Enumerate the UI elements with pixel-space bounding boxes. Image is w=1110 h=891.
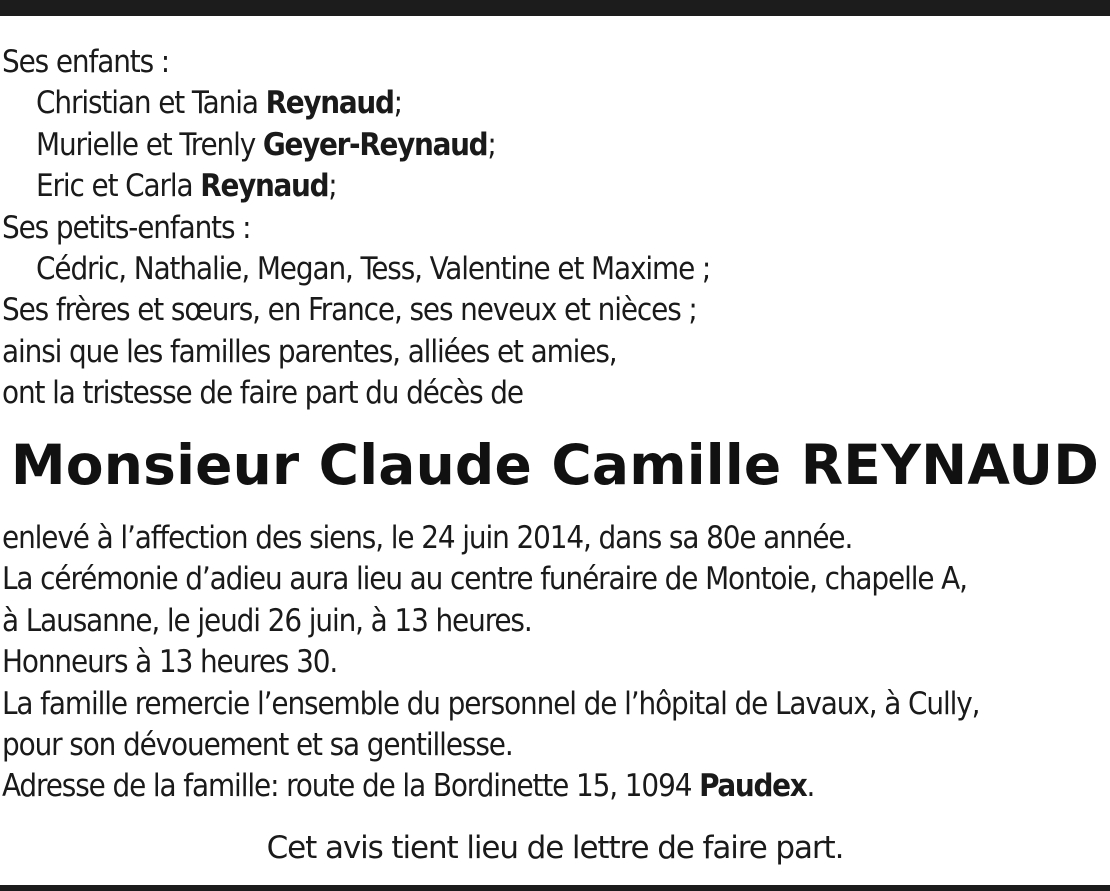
bottom-rule: [0, 885, 1110, 891]
child-family-name: Reynaud: [265, 85, 394, 122]
child-given-names: Murielle et Trenly: [36, 126, 263, 163]
closing-line: Cet avis tient lieu de lettre de faire part.: [266, 830, 844, 866]
address-town: Paudex: [699, 768, 807, 805]
child-line: [2, 125, 1108, 166]
address-line: [2, 766, 1108, 807]
thanks-line: pour son dévouement et sa gentillesse.: [2, 726, 513, 763]
child-punctuation: ;: [393, 85, 402, 122]
ceremony-line: La cérémonie d’adieu aura lieu au centre funéraire de Montoie, chapelle A,: [2, 561, 967, 598]
deceased-name: Monsieur Claude Camille REYNAUD: [10, 433, 1100, 497]
address-punctuation: .: [806, 768, 815, 805]
child-line: [2, 83, 1108, 124]
grandchildren-names: Cédric, Nathalie, Megan, Tess, Valentine et Maxime ;: [36, 250, 711, 287]
announcement-line: ont la tristesse de faire part du décès de: [2, 375, 523, 412]
ceremony-line: à Lausanne, le jeudi 26 juin, à 13 heures.: [2, 602, 532, 639]
child-punctuation: ;: [328, 168, 337, 205]
honours-line: Honneurs à 13 heures 30.: [2, 644, 338, 681]
top-rule: [0, 0, 1110, 16]
notice-details: [2, 518, 1108, 808]
passing-line: enlevé à l’affection des siens, le 24 juin 2014, dans sa 80e année.: [2, 520, 853, 556]
child-line: [2, 166, 1108, 207]
siblings-line: Ses frères et sœurs, en France, ses neveux et nièces ;: [2, 292, 697, 329]
child-punctuation: ;: [487, 126, 496, 163]
grandchildren-heading: Ses petits-enfants :: [2, 209, 251, 246]
children-heading: Ses enfants :: [2, 44, 170, 80]
thanks-line: La famille remercie l’ensemble du personnel de l’hôpital de Lavaux, à Cully,: [2, 685, 980, 722]
address-text: Adresse de la famille: route de la Bordinette 15, 1094: [2, 768, 700, 805]
child-given-names: Christian et Tania: [36, 85, 266, 122]
families-line: ainsi que les familles parentes, alliées et amies,: [2, 333, 617, 370]
child-family-name: Reynaud: [200, 168, 329, 205]
child-family-name: Geyer-Reynaud: [262, 126, 488, 163]
family-list: [2, 42, 1108, 415]
child-given-names: Eric et Carla: [36, 168, 201, 205]
